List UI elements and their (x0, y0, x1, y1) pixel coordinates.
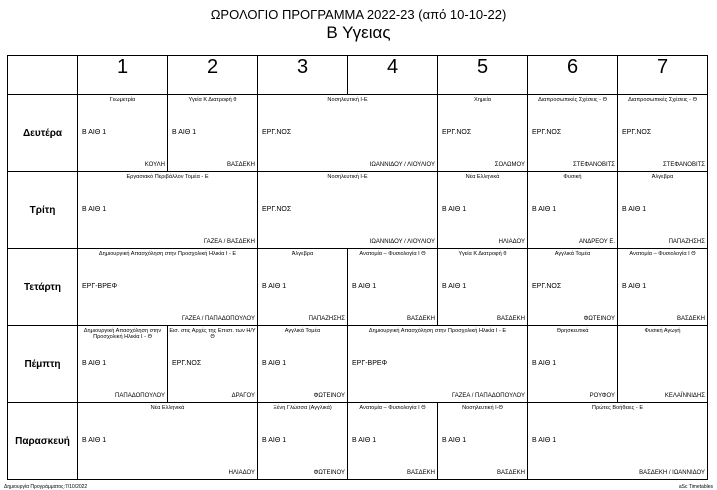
lesson-content (438, 95, 527, 171)
lesson-content (528, 326, 617, 402)
lesson-content (438, 172, 527, 248)
lesson-cell (78, 95, 168, 172)
lesson-teacher: ΒΑΣΔΕΚΗ (406, 470, 435, 476)
lesson-classroom: Β ΑΙΘ 1 (352, 283, 377, 290)
lesson-classroom: Β ΑΙΘ 1 (532, 360, 557, 367)
lesson-content (438, 249, 527, 325)
lesson-classroom: ΕΡΓ-ΒΡΕΦ (352, 360, 388, 367)
lesson-classroom: ΕΡΓ.ΝΟΣ (172, 360, 202, 367)
lesson-classroom: Β ΑΙΘ 1 (352, 437, 377, 444)
lesson-classroom: Β ΑΙΘ 1 (532, 206, 557, 213)
day-row (8, 249, 708, 326)
lesson-teacher: ΒΑΣΔΕΚΗ (496, 316, 525, 322)
lesson-subject: Αγγλικά Τομέα (554, 251, 591, 257)
lesson-teacher: ΒΑΣΔΕΚΗ (496, 470, 525, 476)
lesson-subject: Νοσηλευτική Ι-Ε (327, 97, 368, 103)
lesson-teacher: ΣΤΕΦΑΝΟΒΙΤΣ (662, 162, 705, 168)
day-row (8, 95, 708, 172)
period-header-5: 5 (438, 56, 528, 95)
lesson-classroom: Β ΑΙΘ 1 (82, 206, 107, 213)
lesson-subject: Γεωμετρία (109, 97, 136, 103)
lesson-teacher: ΓΑΖΕΑ / ΠΑΠΑΔΟΠΟΥΛΟΥ (451, 393, 525, 399)
lesson-classroom: ΕΡΓ.ΝΟΣ (442, 129, 472, 136)
lesson-subject: Θρησκευτικά (556, 328, 589, 334)
lesson-subject: Δημιουργική Απασχόληση στην Προσχολική Ηλικία Ι - Ε (368, 328, 507, 334)
lesson-content (258, 249, 347, 325)
day-row (8, 172, 708, 249)
lesson-teacher: ΦΩΤΕΙΝΟΥ (583, 316, 615, 322)
lesson-cell (258, 249, 348, 326)
lesson-teacher: ΙΩΑΝΝΙΔΟΥ / ΛΙΟΥΛΙΟΥ (369, 239, 435, 245)
lesson-subject: Χημεία (473, 97, 492, 103)
lesson-cell (438, 172, 528, 249)
lesson-cell (438, 95, 528, 172)
lesson-content (618, 326, 707, 402)
day-label: Παρασκευή (8, 403, 78, 480)
footer-created: Δημιουργία Προγράμματος:7/10/2022 (4, 484, 88, 490)
day-label: Δευτέρα (8, 95, 78, 172)
lesson-teacher: ΗΛΙΑΔΟΥ (228, 470, 255, 476)
lesson-classroom: Β ΑΙΘ 1 (82, 360, 107, 367)
lesson-subject: Εργασιακό Περιβάλλον Τομέα - Ε (126, 174, 209, 180)
lesson-teacher: ΠΑΠΑΖΗΣΗΣ (308, 316, 345, 322)
lesson-content (258, 326, 347, 402)
lesson-cell (168, 95, 258, 172)
lesson-content (78, 326, 167, 402)
lesson-teacher: ΙΩΑΝΝΙΔΟΥ / ΛΙΟΥΛΙΟΥ (369, 162, 435, 168)
lesson-teacher: ΒΑΣΔΕΚΗ (406, 316, 435, 322)
class-name: Β Υγειας (326, 22, 391, 42)
lesson-teacher: ΚΟΥΛΗ (144, 162, 165, 168)
lesson-teacher: ΠΑΠΑΔΟΠΟΥΛΟΥ (115, 393, 165, 399)
lesson-content (618, 172, 707, 248)
lesson-cell (78, 172, 258, 249)
lesson-subject: Δημιουργική Απασχόληση στην Προσχολική Ηλικία Ι - Ε (98, 251, 237, 257)
lesson-cell (618, 249, 708, 326)
lesson-cell (528, 249, 618, 326)
lesson-subject: Νοσηλευτική Ι-Θ (462, 405, 503, 411)
lesson-cell (78, 403, 258, 480)
lesson-subject: Πρώτες Βοήθειες - Ε (591, 405, 644, 411)
lesson-subject: Ανατομία – Φυσιολογία Ι Θ (629, 251, 696, 257)
lesson-subject: Δημιουργική Απασχόληση στην Προσχολική Ηλικία Ι - Θ (83, 328, 162, 341)
lesson-subject: Άλγεβρα (291, 251, 314, 257)
day-row (8, 326, 708, 403)
lesson-cell (528, 403, 708, 480)
lesson-cell (348, 249, 438, 326)
lesson-content (348, 326, 527, 402)
lesson-subject: Ανατομία – Φυσιολογία Ι Θ (359, 405, 426, 411)
lesson-subject: Ξένη Γλώσσα (Αγγλικά) (273, 405, 332, 411)
lesson-classroom: ΕΡΓ.ΝΟΣ (532, 283, 562, 290)
lesson-classroom: Β ΑΙΘ 1 (172, 129, 197, 136)
lesson-subject: Φυσική Αγωγή (644, 328, 681, 334)
lesson-subject: Νοσηλευτική Ι-Ε (327, 174, 368, 180)
lesson-teacher: ΣΤΕΦΑΝΟΒΙΤΣ (572, 162, 615, 168)
lesson-subject: Εισ. στις Αρχές της Επιστ. των Η/Υ Θ (169, 328, 256, 341)
lesson-content (168, 326, 257, 402)
day-row (8, 403, 708, 480)
lesson-subject: Νέα Ελληνικά (465, 174, 500, 180)
day-label: Τρίτη (8, 172, 78, 249)
lesson-subject: Φυσική (563, 174, 582, 180)
lesson-content (78, 95, 167, 171)
lesson-classroom: Β ΑΙΘ 1 (442, 437, 467, 444)
lesson-content (528, 249, 617, 325)
lesson-teacher: ΚΕΛΑΪΝΝΙΔΗΣ (664, 393, 705, 399)
lesson-subject: Υγεία Κ Διατροφή θ (188, 97, 237, 103)
lesson-cell (438, 403, 528, 480)
lesson-teacher: ΓΑΖΕΑ / ΠΑΠΑΔΟΠΟΥΛΟΥ (181, 316, 255, 322)
period-header-3: 3 (258, 56, 348, 95)
lesson-content (618, 249, 707, 325)
lesson-classroom: Β ΑΙΘ 1 (622, 283, 647, 290)
period-header-2: 2 (168, 56, 258, 95)
lesson-content (348, 403, 437, 479)
lesson-cell (348, 403, 438, 480)
lesson-cell (618, 172, 708, 249)
lesson-classroom: Β ΑΙΘ 1 (262, 283, 287, 290)
lesson-classroom: Β ΑΙΘ 1 (82, 437, 107, 444)
lesson-classroom: ΕΡΓ.ΝΟΣ (622, 129, 652, 136)
lesson-cell (78, 249, 258, 326)
lesson-classroom: Β ΑΙΘ 1 (82, 129, 107, 136)
lesson-teacher: ΒΑΣΔΕΚΗ / ΙΩΑΝΝΙΔΟΥ (639, 470, 705, 476)
lesson-cell (528, 326, 618, 403)
lesson-teacher: ΦΩΤΕΙΝΟΥ (313, 470, 345, 476)
lesson-teacher: ΒΑΣΔΕΚΗ (226, 162, 255, 168)
footer-brand: aSc Timetables (678, 484, 713, 490)
lesson-subject: Άλγεβρα (651, 174, 674, 180)
lesson-subject: Νέα Ελληνικά (150, 405, 185, 411)
lesson-teacher: ΒΑΣΔΕΚΗ (676, 316, 705, 322)
lesson-cell (258, 95, 438, 172)
lesson-content (528, 95, 617, 171)
lesson-content (348, 249, 437, 325)
day-label: Τετάρτη (8, 249, 78, 326)
lesson-cell (258, 326, 348, 403)
lesson-classroom: Β ΑΙΘ 1 (622, 206, 647, 213)
lesson-classroom: ΕΡΓ.ΝΟΣ (532, 129, 562, 136)
lesson-cell (168, 326, 258, 403)
lesson-cell (258, 172, 438, 249)
lesson-cell (618, 326, 708, 403)
lesson-subject: Διαπροσωπικές Σχέσεις - Θ (628, 97, 697, 103)
lesson-cell (348, 326, 528, 403)
lesson-subject: Ανατομία – Φυσιολογία Ι Θ (359, 251, 426, 257)
lesson-classroom: ΕΡΓ.ΝΟΣ (262, 206, 292, 213)
lesson-content (528, 172, 617, 248)
period-header-7: 7 (618, 56, 708, 95)
lesson-classroom: ΕΡΓ-ΒΡΕΦ (82, 283, 118, 290)
lesson-subject: Αγγλικά Τομέα (284, 328, 321, 334)
period-header-6: 6 (528, 56, 618, 95)
lesson-teacher: ΦΩΤΕΙΝΟΥ (313, 393, 345, 399)
period-header-1: 1 (78, 56, 168, 95)
lesson-classroom: Β ΑΙΘ 1 (442, 206, 467, 213)
lesson-cell (78, 326, 168, 403)
lesson-classroom: Β ΑΙΘ 1 (262, 437, 287, 444)
lesson-content (78, 249, 257, 325)
lesson-teacher: ΔΡΑΓΟΥ (231, 393, 255, 399)
lesson-classroom: Β ΑΙΘ 1 (532, 437, 557, 444)
lesson-classroom: Β ΑΙΘ 1 (262, 360, 287, 367)
lesson-content (258, 403, 347, 479)
lesson-cell (258, 403, 348, 480)
lesson-content (78, 172, 257, 248)
lesson-teacher: ΠΑΠΑΖΗΣΗΣ (668, 239, 705, 245)
lesson-cell (528, 172, 618, 249)
lesson-teacher: ΑΝΔΡΕΟΥ Ε. (578, 239, 615, 245)
lesson-subject: Διαπροσωπικές Σχέσεις - Θ (538, 97, 607, 103)
lesson-content (78, 403, 257, 479)
lesson-content (258, 172, 437, 248)
lesson-cell (528, 95, 618, 172)
timetable (7, 55, 708, 480)
lesson-content (438, 403, 527, 479)
lesson-content (618, 95, 707, 171)
day-label: Πέμπτη (8, 326, 78, 403)
lesson-cell (438, 249, 528, 326)
schedule-title: ΩΡΟΛΟΓΙΟ ΠΡΟΓΡΑΜΜΑ 2022-23 (από 10-10-22) (210, 7, 507, 22)
lesson-cell (618, 95, 708, 172)
lesson-content (528, 403, 707, 479)
period-header-row (8, 56, 708, 95)
lesson-classroom: Β ΑΙΘ 1 (442, 283, 467, 290)
lesson-content (258, 95, 437, 171)
lesson-teacher: ΡΟΥΦΟΥ (589, 393, 615, 399)
corner-cell (8, 56, 78, 95)
lesson-classroom: ΕΡΓ.ΝΟΣ (262, 129, 292, 136)
lesson-teacher: ΗΛΙΑΔΟΥ (498, 239, 525, 245)
lesson-teacher: ΣΟΛΩΜΟΥ (494, 162, 525, 168)
lesson-content (168, 95, 257, 171)
schedule-title-block (0, 8, 717, 42)
lesson-teacher: ΓΑΖΕΑ / ΒΑΣΔΕΚΗ (203, 239, 255, 245)
lesson-subject: Υγεία Κ Διατροφή θ (458, 251, 507, 257)
period-header-4: 4 (348, 56, 438, 95)
